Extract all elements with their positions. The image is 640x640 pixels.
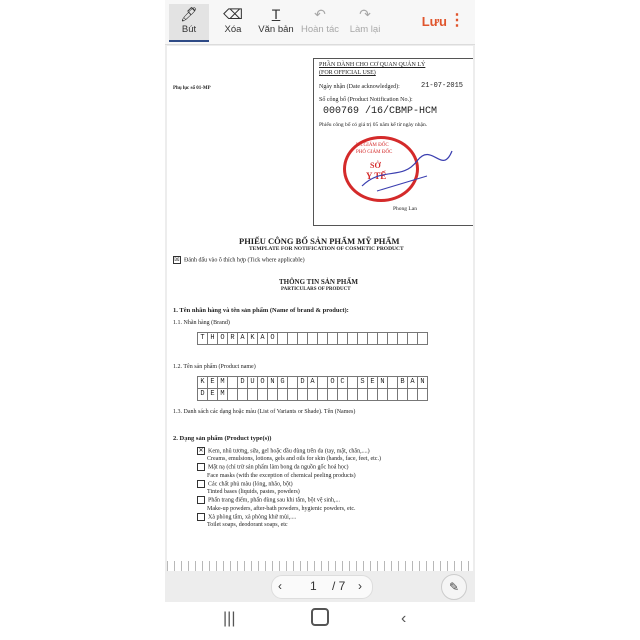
brand-grid	[197, 332, 428, 345]
grid-cell	[288, 333, 298, 345]
section-title: THÔNG TIN SẢN PHẨM	[279, 278, 359, 286]
checkbox[interactable]	[197, 513, 205, 521]
signature-scribble	[357, 141, 457, 201]
validity-note: Phiếu công bố có giá trị 05 năm kể từ ngày nhận.	[319, 122, 428, 128]
document-page[interactable]	[167, 46, 473, 571]
grid-cell	[318, 377, 328, 389]
current-page[interactable]: 1	[310, 579, 317, 593]
grid-cell	[398, 389, 408, 401]
eraser-icon: ⌫	[223, 6, 243, 22]
system-navigation-bar	[165, 602, 475, 640]
edit-icon[interactable]: ✎	[441, 574, 467, 600]
notification-no-value: 000769 /16/CBMP-HCM	[323, 106, 438, 117]
pen-tool-button[interactable]	[169, 4, 209, 42]
grid-cell	[338, 389, 348, 401]
grid-cell: A	[238, 333, 248, 345]
text-tool-button[interactable]	[257, 4, 295, 40]
grid-cell: O	[218, 333, 228, 345]
grid-cell: T	[198, 333, 208, 345]
text-tool-label: Văn bản	[258, 24, 294, 35]
grid-cell: R	[228, 333, 238, 345]
notification-no-label: Số công bố (Product Notification No.):	[319, 97, 413, 103]
section-1-heading: 1. Tên nhãn hàng và tên sản phẩm (Name of brand & product):	[173, 307, 349, 314]
document-title: PHIẾU CÔNG BỐ SẢN PHẨM MỸ PHẨM	[239, 236, 400, 246]
chevron-right-icon[interactable]: ›	[358, 579, 362, 593]
grid-cell: B	[398, 377, 408, 389]
product-name-label: 1.2. Tên sản phẩm (Product name)	[173, 364, 256, 370]
total-pages: / 7	[332, 579, 346, 593]
phone-screen	[165, 0, 475, 640]
grid-cell	[348, 389, 358, 401]
grid-cell: O	[258, 377, 268, 389]
grid-cell: D	[298, 377, 308, 389]
eraser-tool-button[interactable]	[213, 4, 253, 40]
grid-cell: A	[408, 377, 418, 389]
section-2-heading: 2. Dạng sản phẩm (Product type(s))	[173, 435, 272, 442]
product-type-item: ✕ Kem, nhũ tương, sữa, gel hoặc dầu dùng trên da (tay, mặt, chân,....) Creams, emulsions, lotions, gels and oils for skin (hands, face, feet, etc.)	[198, 448, 381, 463]
grid-cell: K	[248, 333, 258, 345]
grid-cell	[388, 377, 398, 389]
pen-tool-label: Bút	[181, 24, 197, 35]
grid-cell	[348, 377, 358, 389]
grid-cell	[268, 389, 278, 401]
back-icon[interactable]: ‹	[401, 610, 407, 627]
grid-cell	[418, 389, 428, 401]
grid-cell: N	[418, 377, 428, 389]
grid-cell	[248, 389, 258, 401]
grid-cell: O	[268, 333, 278, 345]
grid-cell	[358, 333, 368, 345]
date-received-value: 21-07-2015	[421, 82, 464, 90]
grid-cell	[288, 377, 298, 389]
chevron-left-icon[interactable]: ‹	[278, 579, 282, 593]
section-title-en: PARTICULARS OF PRODUCT	[281, 287, 351, 292]
grid-cell: N	[378, 377, 388, 389]
grid-cell	[408, 389, 418, 401]
official-header: PHẦN DÀNH CHO CƠ QUAN QUẢN LÝ	[319, 62, 426, 68]
grid-cell: E	[368, 377, 378, 389]
grid-cell: E	[208, 389, 218, 401]
annotation-toolbar	[165, 0, 475, 45]
product-type-item: Mặt nạ (chỉ trừ sản phẩm làm bong da nguồn gốc hoá học) Face masks (with the exception of chemical peeling products)	[197, 463, 381, 479]
grid-cell: D	[198, 389, 208, 401]
variants-label: 1.3. Danh sách các dạng hoặc màu (List of Variants or Shade). Tên (Names)	[173, 409, 356, 415]
checkbox[interactable]: ✕	[198, 448, 204, 454]
grid-cell: A	[308, 377, 318, 389]
grid-cell: S	[358, 377, 368, 389]
grid-cell: M	[218, 377, 228, 389]
grid-cell	[398, 333, 408, 345]
product-type-item: Phấn trang điểm, phấn dùng sau khi tắm, bột vệ sinh,... Make-up powders, after-bath powders, hygienic powders, etc.	[197, 496, 381, 512]
signer-name: Phong Lan	[393, 206, 417, 212]
grid-cell	[328, 389, 338, 401]
eraser-tool-label: Xóa	[224, 24, 242, 35]
page-ruler	[167, 561, 473, 571]
grid-cell: H	[208, 333, 218, 345]
grid-cell	[298, 389, 308, 401]
grid-cell: G	[278, 377, 288, 389]
product-type-list	[197, 447, 381, 529]
grid-cell	[368, 389, 378, 401]
grid-cell	[408, 333, 418, 345]
grid-cell	[358, 389, 368, 401]
grid-cell: M	[218, 389, 228, 401]
grid-cell	[308, 333, 318, 345]
official-header-en: (FOR OFFICIAL USE)	[319, 70, 376, 76]
page-navigator	[271, 575, 373, 599]
grid-cell	[388, 389, 398, 401]
grid-cell	[418, 333, 428, 345]
undo-icon: ↶	[314, 6, 326, 22]
grid-cell	[238, 389, 248, 401]
grid-cell	[328, 333, 338, 345]
text-icon: T	[271, 6, 281, 22]
redo-icon: ↷	[359, 6, 371, 22]
grid-cell	[308, 389, 318, 401]
undo-label: Hoàn tác	[300, 24, 340, 35]
grid-cell: A	[258, 333, 268, 345]
grid-cell	[278, 333, 288, 345]
save-button[interactable]: Lưu	[421, 14, 447, 29]
grid-cell	[318, 389, 328, 401]
product-type-item: Xà phòng tắm, xà phòng khử mùi,.... Toilet soaps, deodorant soaps, etc	[197, 513, 381, 529]
grid-cell	[338, 333, 348, 345]
product-type-item: Các chất phủ màu (lỏng, nhão, bột) Tinted bases (liquids, pastes, powders)	[197, 480, 381, 496]
appendix-label: Phụ lục số 01-MP	[173, 86, 211, 91]
official-seal-stamp: KT.GIÁM ĐỐC PHÓ GIÁM ĐỐC SỞ Y TẾ	[343, 136, 419, 202]
grid-cell	[278, 389, 288, 401]
grid-cell	[348, 333, 358, 345]
grid-cell	[228, 389, 238, 401]
grid-cell	[368, 333, 378, 345]
grid-cell	[378, 333, 388, 345]
grid-cell	[378, 389, 388, 401]
redo-button[interactable]	[345, 4, 385, 40]
date-received-label: Ngày nhận (Date acknowledged):	[319, 84, 400, 90]
grid-cell	[258, 389, 268, 401]
recent-apps-icon[interactable]: |||	[223, 610, 236, 627]
undo-button[interactable]	[299, 4, 341, 40]
grid-cell	[318, 333, 328, 345]
grid-cell: C	[338, 377, 348, 389]
grid-cell	[388, 333, 398, 345]
grid-cell: U	[248, 377, 258, 389]
checkbox[interactable]	[197, 480, 205, 488]
grid-cell: D	[238, 377, 248, 389]
document-title-en: TEMPLATE FOR NOTIFICATION OF COSMETIC PRODUCT	[249, 246, 404, 252]
grid-cell	[288, 389, 298, 401]
grid-cell: O	[328, 377, 338, 389]
brand-label: 1.1. Nhãn hàng (Brand)	[173, 320, 230, 326]
tick-note: ☒ Đánh dấu vào ô thích hợp (Tick where applicable)	[174, 257, 305, 264]
redo-label: Làm lại	[349, 24, 381, 35]
grid-cell: E	[208, 377, 218, 389]
grid-cell: N	[268, 377, 278, 389]
pen-icon: 🖊	[180, 6, 198, 22]
home-icon[interactable]	[311, 608, 329, 626]
grid-cell	[298, 333, 308, 345]
grid-cell	[228, 377, 238, 389]
more-vertical-icon[interactable]: ⋮	[449, 12, 465, 29]
checkbox[interactable]	[197, 463, 205, 471]
product-name-grid	[197, 376, 428, 401]
checkbox[interactable]	[197, 496, 205, 504]
grid-cell: K	[198, 377, 208, 389]
